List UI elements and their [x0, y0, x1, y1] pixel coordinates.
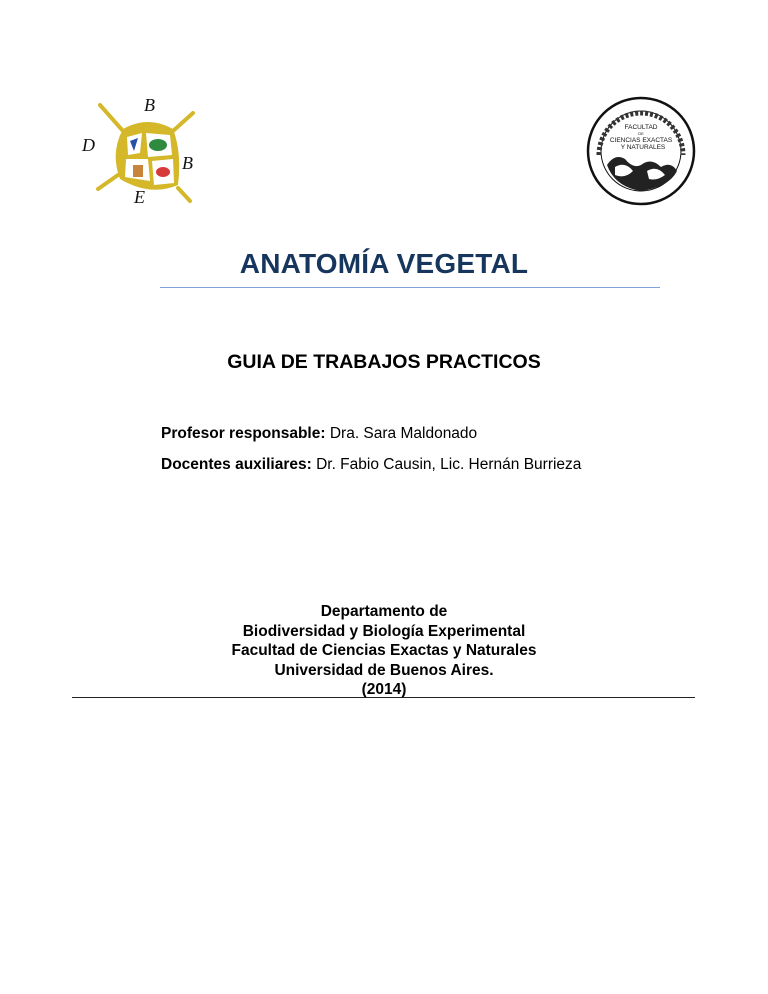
document-title: ANATOMÍA VEGETAL [239, 248, 529, 279]
staff-professor-value: Dra. Sara Maldonado [325, 425, 478, 442]
svg-text:FACULTAD: FACULTAD [624, 124, 658, 131]
staff-professor-line [161, 425, 477, 443]
staff-assistants-value: Dr. Fabio Causin, Lic. Hernán Burrieza [311, 456, 582, 473]
institution-line-department: Departamento de [320, 603, 448, 620]
svg-text:DE: DE [638, 131, 644, 136]
svg-text:E: E [134, 187, 145, 207]
document-subtitle: GUIA DE TRABAJOS PRACTICOS [227, 351, 541, 373]
uba-seal-logo [585, 95, 697, 207]
svg-text:B: B [182, 153, 193, 173]
institution-block [0, 602, 768, 700]
institution-line-year: (2014) [361, 681, 407, 699]
dbbe-logo [78, 93, 208, 208]
svg-text:D: D [82, 135, 95, 155]
letter-b-top: B [144, 95, 155, 115]
svg-text:CIENCIAS EXACTAS: CIENCIAS EXACTAS [609, 137, 673, 144]
staff-assistants-line [161, 456, 581, 474]
institution-line-department-name: Biodiversidad y Biología Experimental [242, 622, 526, 640]
bottom-divider [72, 697, 695, 698]
staff-assistants-label: Docentes auxiliares: [161, 456, 312, 473]
svg-text:Y NATURALES: Y NATURALES [620, 144, 666, 151]
title-underline-divider [160, 287, 660, 288]
institution-line-faculty: Facultad de Ciencias Exactas y Naturales [231, 642, 537, 660]
staff-professor-label: Profesor responsable: [161, 425, 326, 442]
institution-line-university: Universidad de Buenos Aires. [274, 661, 494, 679]
